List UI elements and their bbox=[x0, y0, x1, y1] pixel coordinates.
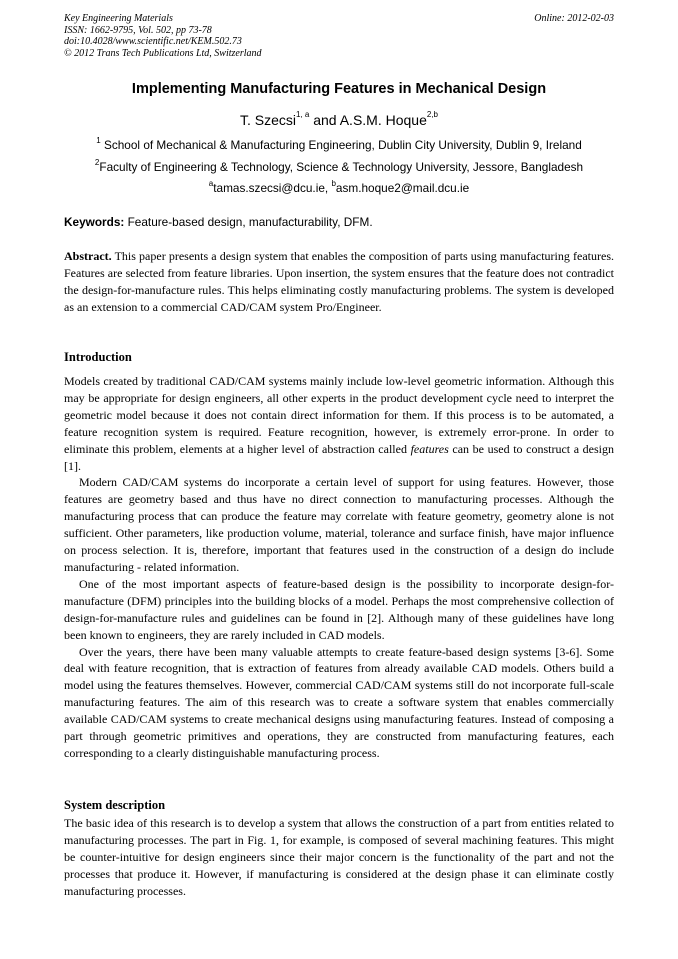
journal-name: Key Engineering Materials bbox=[64, 13, 173, 24]
journal-doi: doi:10.4028/www.scientific.net/KEM.502.73 bbox=[64, 36, 242, 47]
introduction-heading: Introduction bbox=[64, 350, 132, 364]
affiliation-1-text: School of Mechanical & Manufacturing Engineering, Dublin City University, Dublin 9, Ireland bbox=[103, 138, 582, 152]
author-and: and bbox=[309, 112, 340, 128]
affiliation-2 bbox=[30, 160, 648, 174]
author-emails bbox=[30, 181, 648, 195]
journal-issn: ISSN: 1662-9795, Vol. 502, pp 73-78 bbox=[64, 24, 212, 36]
intro-p1-text: Models created by traditional CAD/CAM systems mainly include low-level geometric information. Although this may be appropriate for design engineers, all other experts in the product development cycle need to interpret the geometric model because it does not contain direct information for them. If this process is to be automated, a feature recognition system is required. Feature recognition, however, is extremely error-prone. In order to eliminate this problem, elements at a higher level of abstraction called bbox=[64, 374, 614, 456]
intro-paragraph-2: Modern CAD/CAM systems do incorporate a certain level of support for using features. However, those features are geometry based and thus have no direct connection to manufacturing processes. Although the manufacturing process that can produce the feature may correlate with feature geometry, geometry alone is not sufficient. Other parameters, like production volume, material, tolerance and surface finish, have major influence on process selection. It is, therefore, important that features used in the construction of a design do include manufacturing - related information. bbox=[64, 475, 614, 574]
email-a-sup: a bbox=[208, 179, 214, 188]
author-2: A.S.M. Hoque bbox=[339, 112, 427, 128]
email-b-sup: b bbox=[331, 179, 336, 188]
author-1-sup: 1, a bbox=[296, 110, 310, 119]
author-1: T. Szecsi bbox=[239, 112, 296, 128]
paper-title: Implementing Manufacturing Features in Mechanical Design bbox=[131, 81, 547, 97]
introduction-body bbox=[64, 373, 614, 762]
keywords-label: Keywords: bbox=[64, 215, 125, 229]
intro-p1-emphasis: features bbox=[410, 441, 449, 456]
affiliation-1 bbox=[30, 138, 648, 152]
author-line bbox=[40, 112, 638, 128]
affiliation-1-sup: 1 bbox=[96, 136, 101, 145]
affiliation-2-sup: 2 bbox=[94, 158, 100, 167]
author-2-sup: 2,b bbox=[426, 110, 438, 119]
sys-paragraph-1: The basic idea of this research is to develop a system that allows the construction of a part from entities related to manufacturing processes. The part in Fig. 1, for example, is composed of several machining features. This might be counter-intuitive for design engineers since their major concern is the functionality of the part and not the processes that produce it. However, if manufacturing is considered at the design phase it can eliminate costly manufacturing processes. bbox=[64, 816, 614, 898]
intro-p1-tail: can be used to construct a design [1]. bbox=[64, 441, 615, 473]
journal-copyright: © 2012 Trans Tech Publications Ltd, Switzerland bbox=[64, 47, 262, 59]
keywords-text: Feature-based design, manufacturability, DFM. bbox=[124, 215, 373, 229]
system-description-heading: System description bbox=[64, 798, 166, 812]
keywords bbox=[64, 215, 614, 229]
abstract-text: This paper presents a design system that enables the composition of parts using manufacturing features. Features are selected from feature libraries. Upon insertion, the system ensures that the feature does not contradict the design-for-manufacture rules. This helps eliminating costly manufacturing problems. The system is developed as an extension to a commercial CAD/CAM system Pro/Engineer. bbox=[64, 249, 614, 314]
abstract bbox=[64, 248, 614, 316]
affiliation-2-text: Faculty of Engineering & Technology, Science & Technology University, Jessore, Bangladesh bbox=[99, 160, 584, 174]
online-date: Online: 2012-02-03 bbox=[534, 13, 614, 24]
email-b[interactable]: asm.hoque2@mail.dcu.ie bbox=[335, 181, 470, 195]
system-description-body bbox=[64, 815, 614, 900]
journal-header bbox=[64, 13, 262, 59]
intro-paragraph-3: One of the most important aspects of feature-based design is the possibility to incorporate design-for-manufacture (DFM) principles into the building blocks of a model. Perhaps the most comprehensive collection of design-for-manufacture rules and guidelines can be found in [2]. Although many of these guidelines have long been known to engineers, they are rarely included in CAD models. bbox=[64, 576, 614, 642]
abstract-label: Abstract. bbox=[64, 249, 112, 263]
intro-paragraph-4: Over the years, there have been many valuable attempts to create feature-based design systems [3-6]. Some deal with feature recognition, that is extraction of features from already available CAD models. Others build a model using the features themselves. However, commercial CAD/CAM systems still do not incorporate full-scale manufacturing features. The aim of this research was to create a software system that enables commercially available CAD/CAM systems to create mechanical designs using manufacturing features. Instead of composing a part through geometric primitives and operations, they are constructed from manufacturing features, each corresponding to a clearly distinguishable manufacturing process. bbox=[64, 644, 614, 760]
intro-paragraph-1 bbox=[64, 373, 614, 474]
email-a[interactable]: tamas.szecsi@dcu.ie, bbox=[213, 181, 332, 195]
